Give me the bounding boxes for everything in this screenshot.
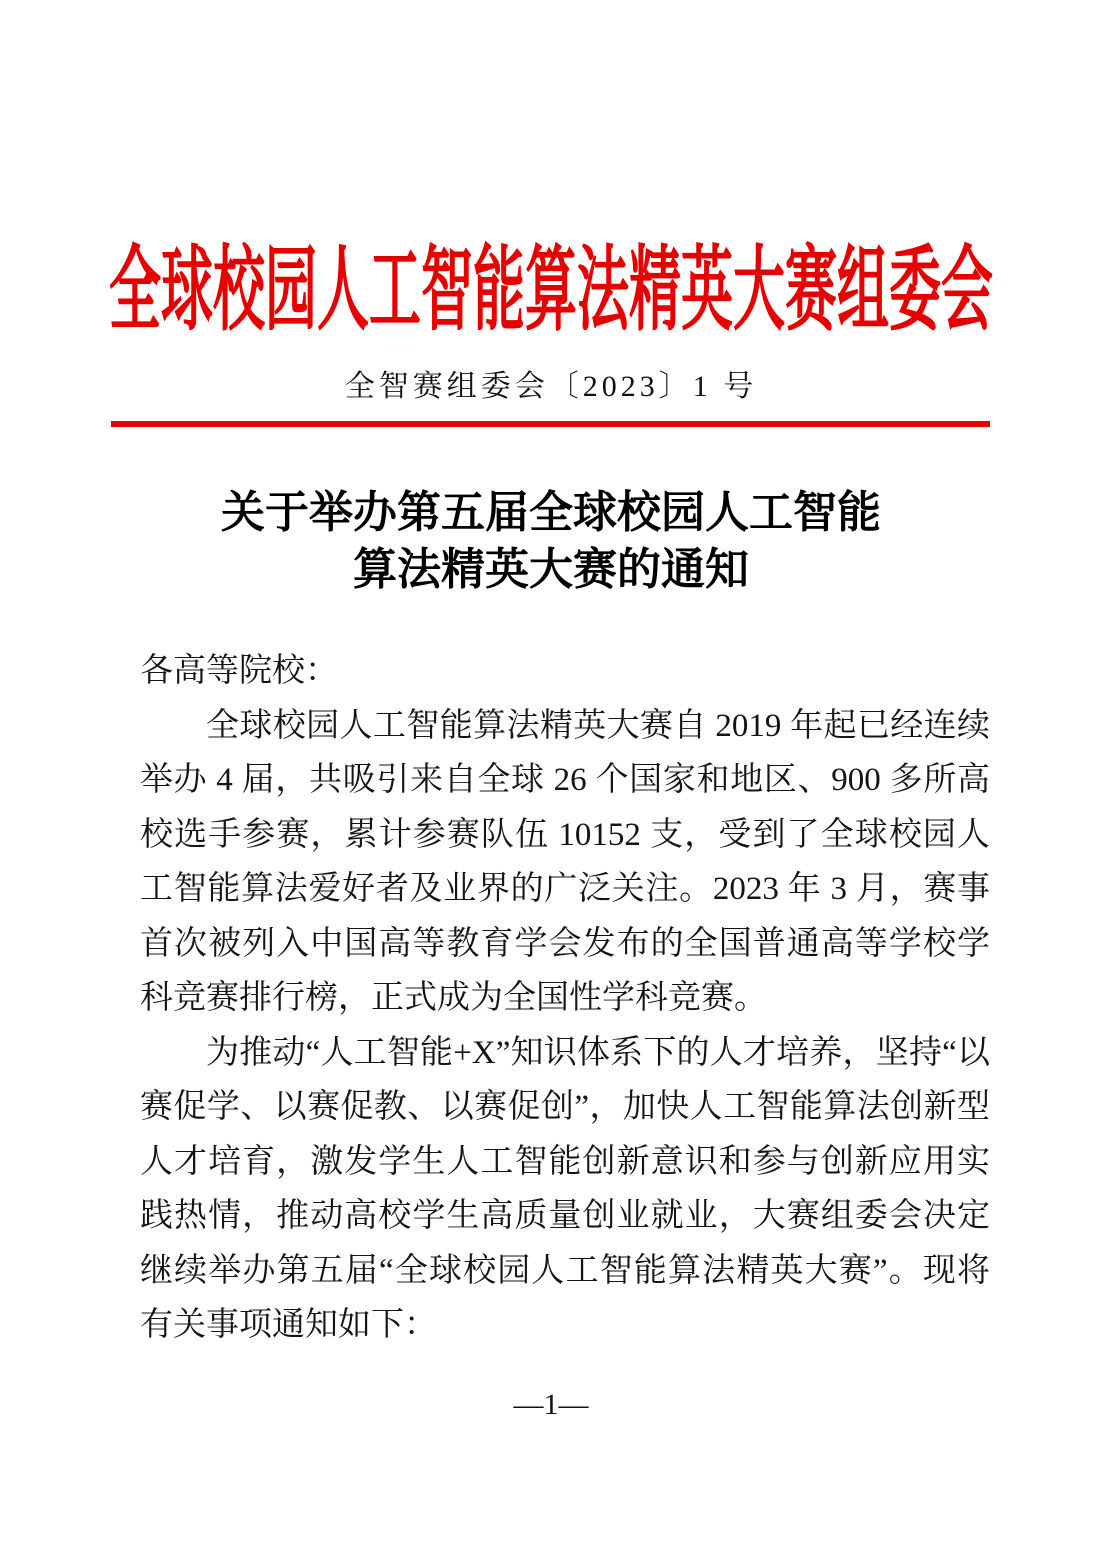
- body-paragraph-2: 为推动“人工智能+X”知识体系下的人才培养，坚持“以赛促学、以赛促教、以赛促创”，加快人工智能算法创新型人才培育，激发学生人工智能创新意识和参与创新应用实践热情，推动高校学生高质量创业就业，大赛组委会决定继续举办第五届“全球校园人工智能算法精英大赛”。现将有关事项通知如下：: [140, 1034, 990, 1343]
- body-paragraph-1: 全球校园人工智能算法精英大赛自 2019 年起已经连续举办 4 届，共吸引来自全球 26 个国家和地区、900 多所高校选手参赛，累计参赛队伍 10152 支，受到了全球校园人工智能算法爱好者及业界的广泛关注。2023 年 3 月，赛事首次被列入中国高等教育学会发布的全国普通高等学校学科竞赛排行榜，正式成为全国性学科竞赛。: [140, 707, 990, 1016]
- document-title: [0, 484, 1102, 598]
- red-divider-line: [111, 421, 990, 427]
- document-title-line2: 算法精英大赛的通知: [353, 545, 749, 594]
- document-body: [140, 644, 990, 1353]
- letterhead-org-title: 全球校园人工智能算法精英大赛组委会: [108, 240, 993, 343]
- document-number: 全智赛组委会〔2023〕1 号: [344, 370, 758, 403]
- page-number: —1—: [513, 1388, 589, 1421]
- document-title-line1: 关于举办第五届全球校园人工智能: [221, 488, 881, 537]
- letterhead: [0, 228, 1102, 343]
- salutation: 各高等院校：: [140, 653, 338, 689]
